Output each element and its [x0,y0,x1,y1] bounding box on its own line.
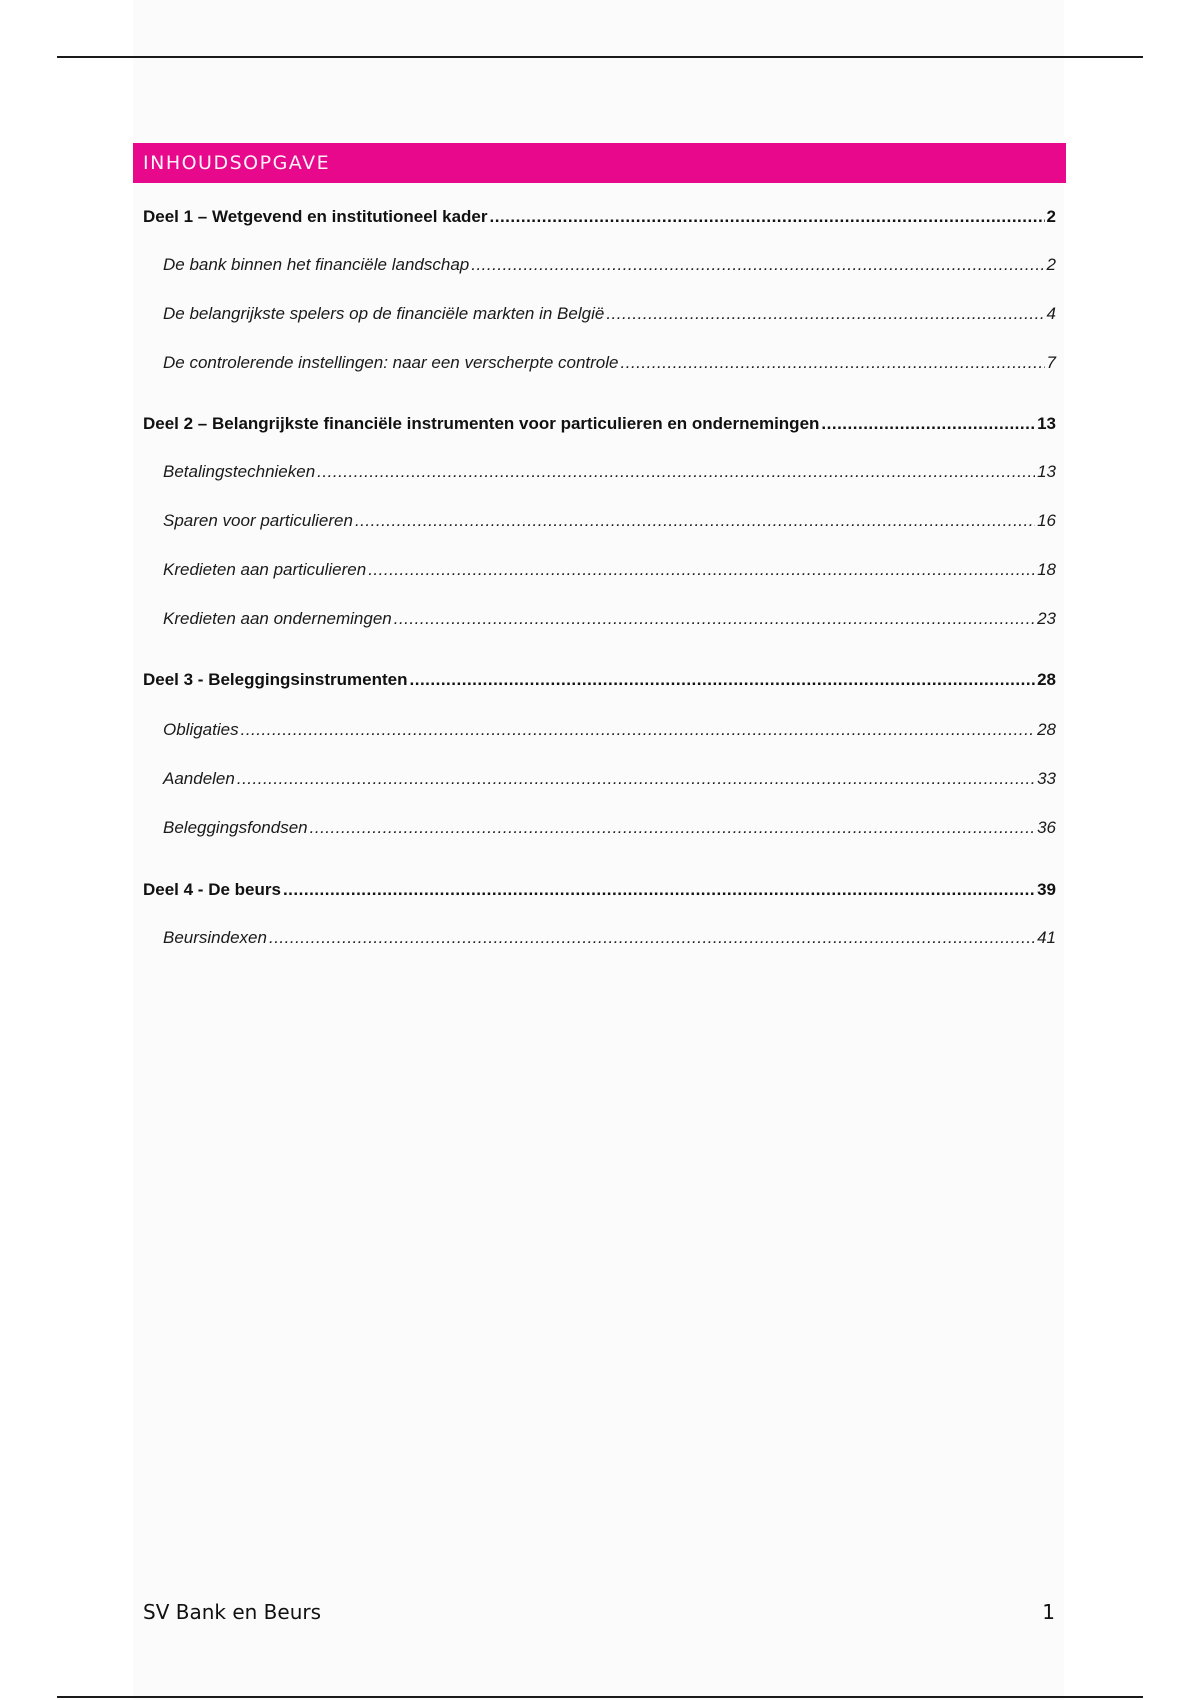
leader-dots [237,762,1035,796]
toc-entry[interactable] [143,553,1056,587]
toc-entry-title: Kredieten aan particulieren [163,560,367,579]
toc-page-number: 33 [1037,769,1056,788]
toc-entry-title: Obligaties [163,720,239,739]
toc-entry-title: Betalingstechnieken [163,462,316,481]
toc-part-3[interactable] [143,663,1056,697]
toc-entry-title: De bank binnen het financiële landschap [163,255,470,274]
leader-dots [283,873,1035,907]
toc-page-number: 4 [1046,304,1056,323]
toc-entry[interactable] [143,921,1056,955]
leader-dots [394,602,1035,636]
toc-part-2[interactable] [143,407,1056,441]
top-rule [57,56,1143,58]
toc-entry-title: Sparen voor particulieren [163,511,353,530]
leader-dots [471,248,1044,282]
toc-page-number: 23 [1037,609,1056,628]
toc-page-number: 36 [1037,818,1056,837]
leader-dots [621,346,1045,380]
toc-part-title: Deel 1 – Wetgevend en institutioneel kader [143,207,488,226]
toc-page-number: 28 [1037,720,1056,739]
leader-dots [355,504,1035,538]
toc-page-number: 18 [1037,560,1056,579]
leader-dots [490,200,1045,234]
toc-title: INHOUDSOPGAVE [143,152,331,174]
toc-entry-title: De controlerende instellingen: naar een verscherpte controle [163,353,619,372]
toc-page-number: 28 [1037,670,1056,689]
toc-entry[interactable] [143,811,1056,845]
toc-entry[interactable] [143,762,1056,796]
leader-dots [269,921,1035,955]
toc-entry-title: Beleggingsfondsen [163,818,308,837]
leader-dots [821,407,1035,441]
toc-entry[interactable] [143,504,1056,538]
toc-page-number: 7 [1046,353,1056,372]
toc-page-number: 41 [1037,928,1056,947]
toc-entry[interactable] [143,346,1056,380]
toc-page-number: 2 [1046,207,1056,226]
leader-dots [368,553,1035,587]
toc-part-title: Deel 4 - De beurs [143,880,281,899]
toc-entry-title: De belangrijkste spelers op de financiële markten in België [163,304,605,323]
toc-page-number: 16 [1037,511,1056,530]
toc-entry-title: Aandelen [163,769,235,788]
leader-dots [410,663,1036,697]
leader-dots [310,811,1035,845]
toc-entry[interactable] [143,713,1056,747]
page-footer [143,1600,1055,1624]
toc-part-title: Deel 2 – Belangrijkste financiële instrumenten voor particulieren en ondernemingen [143,414,820,433]
toc-page-number: 13 [1037,462,1056,481]
bottom-rule [57,1696,1143,1698]
footer-page-number: 1 [1042,1600,1055,1624]
leader-dots [606,297,1044,331]
toc-page-number: 13 [1037,414,1056,433]
table-of-contents [143,200,1056,955]
toc-part-1[interactable] [143,200,1056,234]
toc-entry[interactable] [143,455,1056,489]
toc-entry[interactable] [143,297,1056,331]
toc-page-number: 39 [1037,880,1056,899]
toc-part-title: Deel 3 - Beleggingsinstrumenten [143,670,408,689]
toc-entry-title: Beursindexen [163,928,267,947]
toc-page-number: 2 [1046,255,1056,274]
toc-entry-title: Kredieten aan ondernemingen [163,609,392,628]
toc-entry[interactable] [143,248,1056,282]
leader-dots [241,713,1035,747]
footer-document-title: SV Bank en Beurs [143,1600,322,1624]
leader-dots [317,455,1035,489]
toc-entry[interactable] [143,602,1056,636]
toc-header-band [133,143,1066,183]
toc-part-4[interactable] [143,873,1056,907]
